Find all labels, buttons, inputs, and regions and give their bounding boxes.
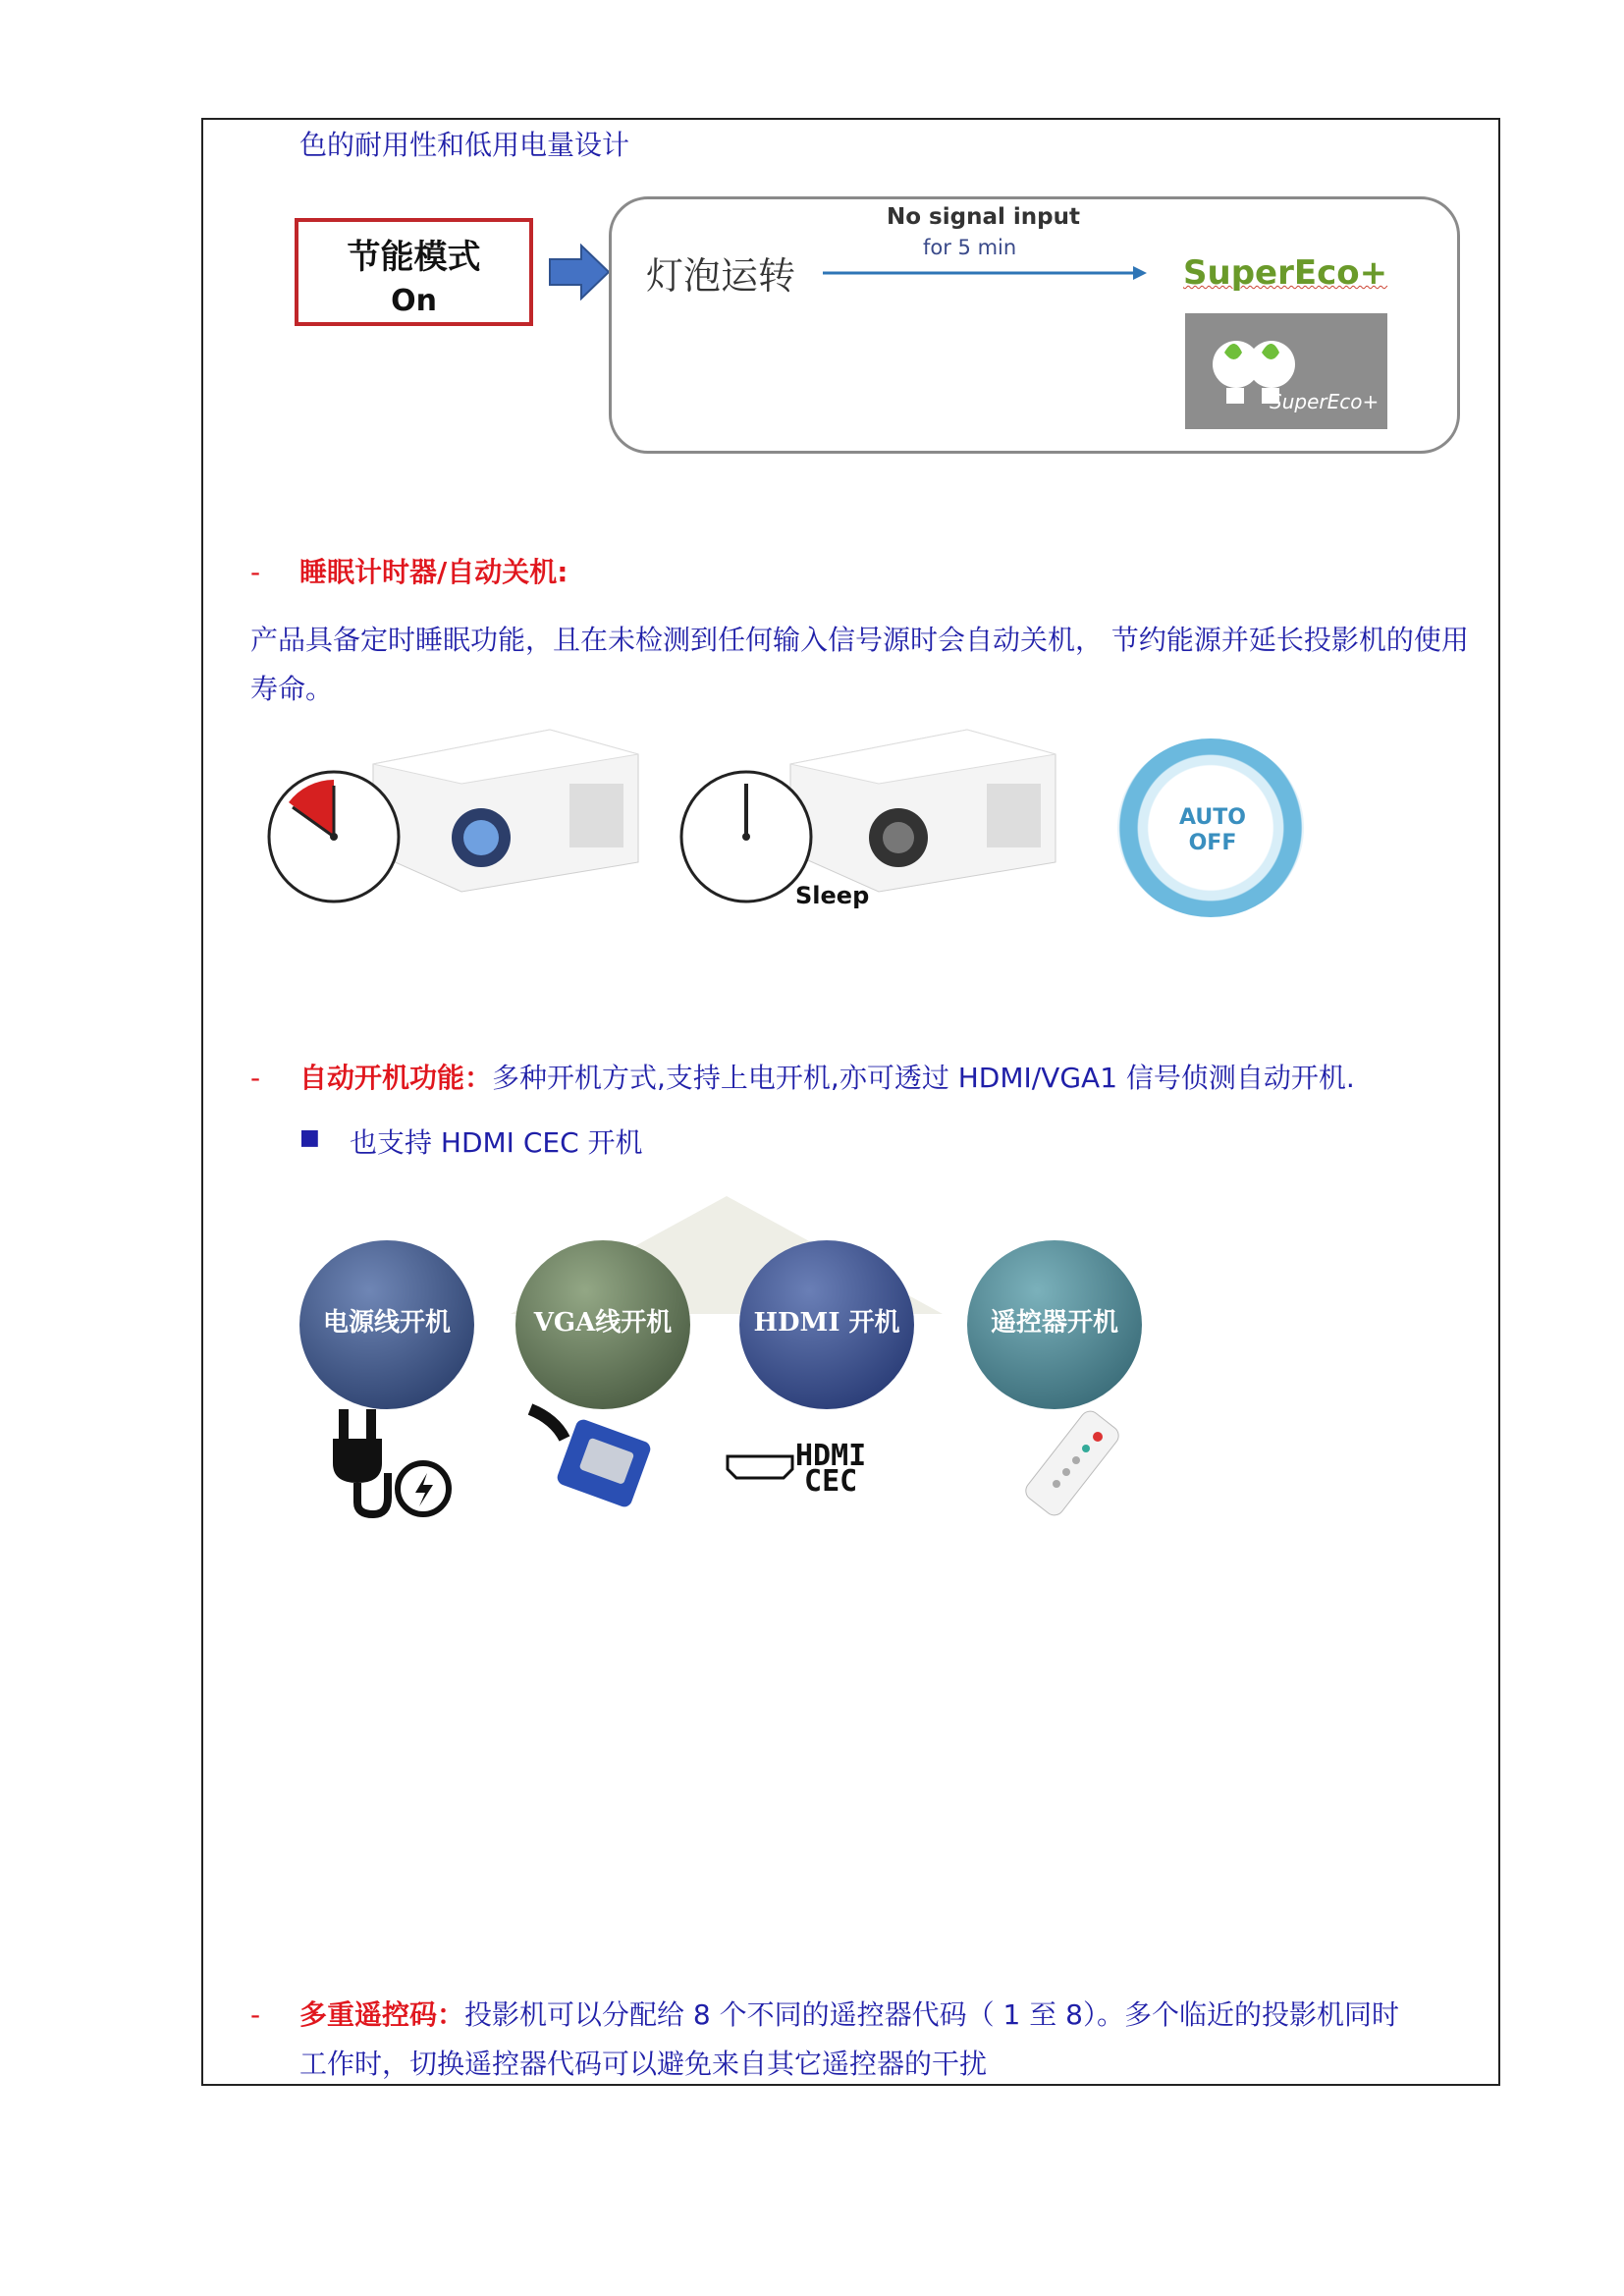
hdmi-logo-line1: HDMI	[795, 1439, 867, 1473]
hdmi-cec-logo	[795, 1439, 867, 1499]
hdmi-port-icon	[725, 1451, 795, 1481]
bullet-dash: -	[250, 556, 261, 588]
eco-mode-box	[295, 218, 533, 326]
autoon-body: 多种开机方式,支持上电开机,亦可透过 HDMI/VGA1 信号侦测自动开机.	[492, 1062, 1355, 1094]
auto-off-line1: AUTO	[1179, 805, 1246, 830]
remote-body-line2: 工作时，切换遥控器代码可以避免来自其它遥控器的干扰	[299, 2048, 988, 2080]
sleep-timer-icon	[677, 766, 815, 905]
duration-text: for 5 min	[923, 236, 1017, 259]
bullet-dash: -	[250, 1998, 261, 2031]
square-bullet-icon: ■	[299, 1125, 320, 1150]
hdmi-cec-text: 也支持 HDMI CEC 开机	[350, 1126, 643, 1159]
intro-text: 色的耐用性和低用电量设计	[299, 129, 630, 161]
supereco-logo	[1185, 313, 1387, 429]
method-vga: VGA线开机	[515, 1240, 690, 1409]
sleep-body: 产品具备定时睡眠功能，且在未检测到任何输入信号源时会自动关机， 节约能源并延长投影机的使用寿命。	[250, 624, 1469, 705]
timer-icon	[265, 766, 403, 905]
power-plug-icon	[329, 1404, 466, 1522]
auto-off-line2: OFF	[1188, 831, 1237, 855]
bullet-dash: -	[250, 1062, 261, 1094]
sleep-heading: 睡眠计时器/自动关机:	[299, 556, 568, 588]
remote-line-1	[299, 1995, 1399, 2035]
auto-off-label	[1173, 805, 1252, 856]
hdmi-logo-line2: CEC	[804, 1464, 858, 1499]
right-arrow-icon	[548, 244, 611, 301]
flow-arrow-icon	[823, 263, 1149, 283]
vga-cable-icon	[525, 1399, 673, 1517]
autoon-line	[299, 1059, 1355, 1098]
projector-sleep-icon	[771, 725, 1065, 902]
method-power-cord: 电源线开机	[299, 1240, 474, 1409]
eco-mode-state: On	[391, 284, 437, 318]
remote-heading: 多重遥控码：	[299, 1998, 465, 2031]
no-signal-text: No signal input	[887, 204, 1080, 230]
remote-body-line1: 投影机可以分配给 8 个不同的遥控器代码（ 1 至 8）。多个临近的投影机同时	[464, 1998, 1399, 2031]
sleep-label: Sleep	[795, 882, 870, 909]
supereco-logo-text: SuperEco+	[1270, 390, 1380, 413]
method-remote: 遥控器开机	[967, 1240, 1142, 1409]
autoon-heading: 自动开机功能：	[299, 1062, 493, 1094]
lamp-running-text: 灯泡运转	[646, 254, 796, 298]
supereco-label: SuperEco+	[1183, 253, 1388, 293]
method-hdmi: HDMI 开机	[739, 1240, 914, 1409]
eco-mode-label: 节能模式	[347, 238, 481, 277]
remote-control-icon	[1021, 1399, 1149, 1517]
